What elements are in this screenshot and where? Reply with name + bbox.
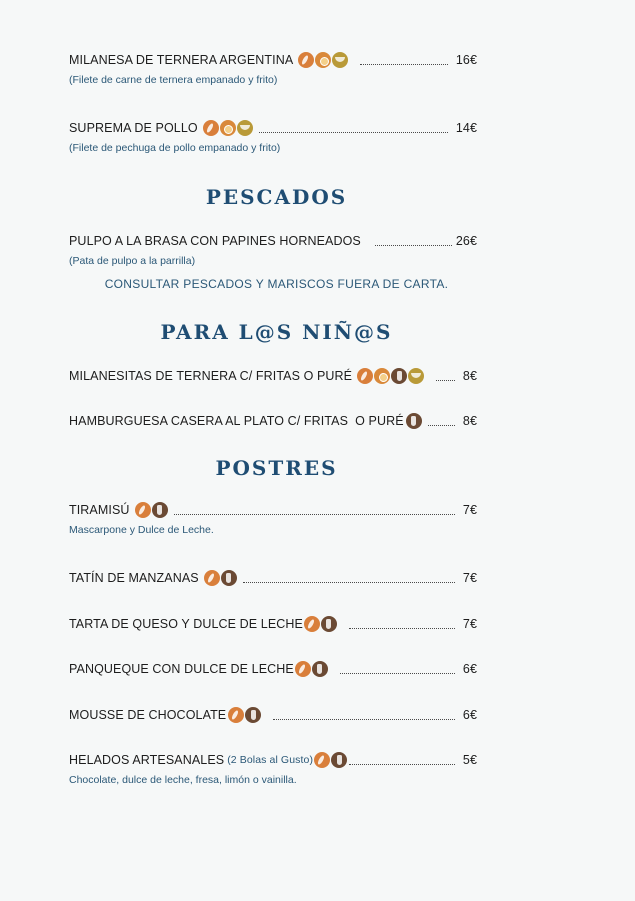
gluten-icon — [204, 570, 220, 586]
item-name: MILANESITAS DE TERNERA C/ FRITAS O PURÉ — [69, 369, 353, 383]
item-description: (Filete de carne de ternera empanado y frito) — [69, 74, 278, 86]
milk-icon — [312, 661, 328, 677]
gluten-icon — [228, 707, 244, 723]
item-extra: (2 Bolas al Gusto) — [227, 754, 314, 766]
dot-leader — [273, 719, 455, 720]
item-name: MOUSSE DE CHOCOLATE — [69, 708, 227, 722]
menu-item-panqueque — [69, 660, 477, 678]
item-name: PANQUEQUE CON DULCE DE LECHE — [69, 662, 294, 676]
allergen-icons — [203, 120, 253, 136]
item-name: SUPREMA DE POLLO — [69, 121, 198, 135]
item-price: 7€ — [462, 503, 477, 517]
item-price: 7€ — [462, 617, 477, 631]
item-name: TIRAMISÚ — [69, 503, 130, 517]
milk-icon — [152, 502, 168, 518]
menu-item-tatin — [69, 569, 477, 587]
gluten-icon — [314, 752, 330, 768]
item-name: PULPO A LA BRASA CON PAPINES HORNEADOS — [69, 234, 361, 248]
milk-icon — [221, 570, 237, 586]
item-name: HELADOS ARTESANALES — [69, 753, 225, 767]
menu-item-tiramisu — [69, 501, 477, 536]
egg-icon — [220, 120, 236, 136]
menu-item-hamburguesa — [69, 412, 477, 430]
allergen-icons — [314, 752, 347, 768]
dot-leader — [259, 132, 448, 133]
gluten-icon — [295, 661, 311, 677]
menu-item-mousse — [69, 706, 477, 724]
item-price: 8€ — [462, 369, 477, 383]
item-price: 16€ — [455, 53, 477, 67]
menu-item-pulpo — [69, 232, 477, 267]
item-description: (Pata de pulpo a la parrilla) — [69, 255, 196, 267]
dot-leader — [349, 628, 455, 629]
allergen-icons — [304, 616, 337, 632]
menu-item-milanesa — [69, 51, 477, 86]
item-name: HAMBURGUESA CASERA AL PLATO C/ FRITAS O PURÉ — [69, 414, 404, 428]
section-title-pescados: PESCADOS — [205, 185, 348, 209]
dot-leader — [174, 514, 455, 515]
milk-icon — [245, 707, 261, 723]
dot-leader — [349, 764, 455, 765]
item-price: 8€ — [462, 414, 477, 428]
menu-item-milanesitas — [69, 367, 477, 385]
allergen-icons — [135, 502, 168, 518]
mustard-icon — [332, 52, 348, 68]
dot-leader — [340, 673, 455, 674]
milk-icon — [406, 413, 422, 429]
allergen-icons — [228, 707, 261, 723]
gluten-icon — [304, 616, 320, 632]
gluten-icon — [203, 120, 219, 136]
item-price: 26€ — [455, 234, 477, 248]
allergen-icons — [295, 661, 328, 677]
allergen-icons — [357, 368, 424, 384]
menu-item-suprema — [69, 119, 477, 154]
dot-leader — [243, 582, 455, 583]
menu-item-helados — [69, 751, 477, 786]
menu-item-tarta — [69, 615, 477, 633]
allergen-icons — [204, 570, 237, 586]
gluten-icon — [135, 502, 151, 518]
allergen-icons — [298, 52, 348, 68]
item-description: Chocolate, dulce de leche, fresa, limón o vainilla. — [69, 774, 297, 786]
gluten-icon — [298, 52, 314, 68]
dot-leader — [360, 64, 448, 65]
item-price: 14€ — [455, 121, 477, 135]
milk-icon — [331, 752, 347, 768]
dot-leader — [436, 380, 455, 381]
mustard-icon — [408, 368, 424, 384]
item-price: 5€ — [462, 753, 477, 767]
pescados-note: CONSULTAR PESCADOS Y MARISCOS FUERA DE CARTA. — [104, 277, 449, 291]
item-price: 7€ — [462, 571, 477, 585]
egg-icon — [315, 52, 331, 68]
milk-icon — [321, 616, 337, 632]
item-name: TATÍN DE MANZANAS — [69, 571, 199, 585]
milk-icon — [391, 368, 407, 384]
egg-icon — [374, 368, 390, 384]
allergen-icons — [406, 413, 422, 429]
item-price: 6€ — [462, 708, 477, 722]
gluten-icon — [357, 368, 373, 384]
item-name: MILANESA DE TERNERA ARGENTINA — [69, 53, 294, 67]
dot-leader — [375, 245, 452, 246]
dot-leader — [428, 425, 455, 426]
section-title-ninos: PARA L@S NIÑ@S — [160, 320, 393, 344]
item-name: TARTA DE QUESO Y DULCE DE LECHE — [69, 617, 303, 631]
item-description: Mascarpone y Dulce de Leche. — [69, 524, 214, 536]
item-price: 6€ — [462, 662, 477, 676]
item-description: (Filete de pechuga de pollo empanado y frito) — [69, 142, 281, 154]
section-title-postres: POSTRES — [215, 456, 338, 480]
mustard-icon — [237, 120, 253, 136]
